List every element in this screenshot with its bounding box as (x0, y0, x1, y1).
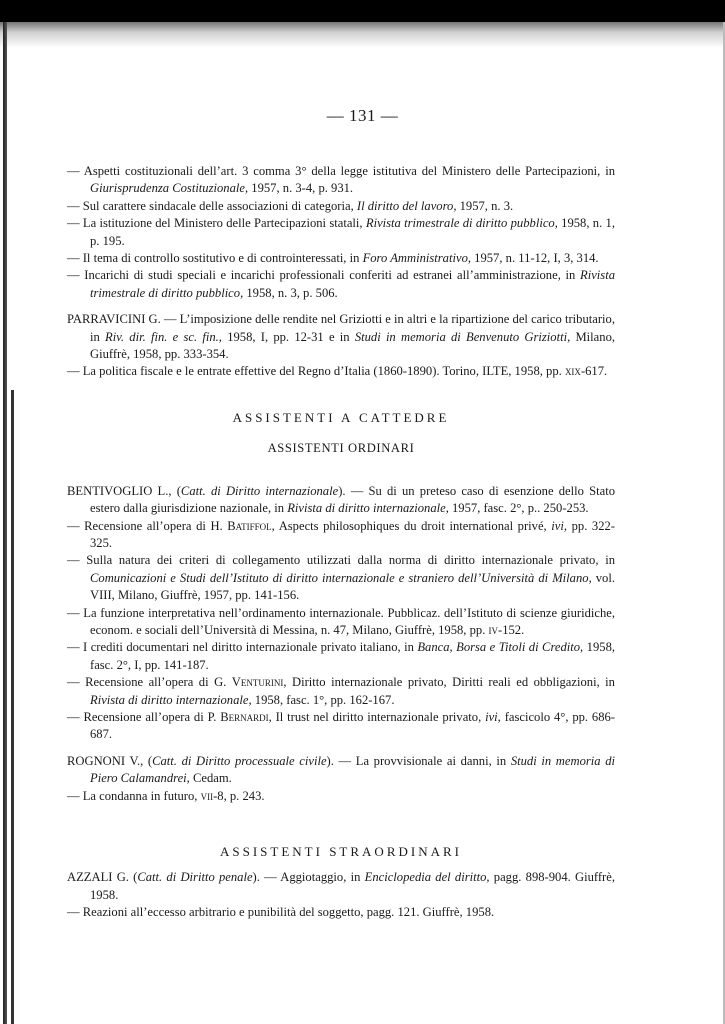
entry-text: xix (564, 364, 581, 379)
page-number: — 131 — (326, 106, 399, 125)
bibliography-entry (67, 639, 615, 674)
bibliography-entry (67, 250, 615, 267)
entry-text: ROGNONI V., ( (67, 753, 153, 768)
italic-title: Comunicazioni e Studi dell’Istituto di diritto internazionale e straniero dell’Università di Milano, (90, 570, 592, 585)
italic-title: Banca, Borsa e Titoli di Credito, (417, 640, 584, 655)
entry-text: Cedam. (189, 771, 232, 786)
entry-text: — Reazioni all’eccesso arbitrario e punibilità del soggetto, pagg. 121. Giuffrè, 1958. (67, 905, 495, 920)
section-heading: ASSISTENTI STRAORDINARI (220, 844, 462, 859)
bibliography-entry (67, 674, 615, 709)
italic-title: Catt. di Diritto internazionale (180, 483, 339, 498)
bibliography-entry (67, 709, 615, 744)
entry-text: iv (488, 622, 498, 637)
entry-text: 1958, n. 3, p. 506. (243, 285, 338, 300)
italic-title: Riv. dir. fin. e sc. fin., (105, 329, 222, 344)
section-subheading: ASSISTENTI ORDINARI (267, 441, 415, 456)
entry-text: ). — Su di un preteso caso di esenzione dello Stato estero dalla giurisdizione nazionale, in (90, 483, 615, 516)
italic-title: Studi in memoria di Benvenuto Griziotti, (354, 329, 571, 344)
bibliography-entry (67, 518, 615, 553)
italic-title: Rivista trimestrale di diritto pubblico, (365, 216, 558, 231)
entry-text: fascicolo 4°, pp. 686-687. (90, 709, 616, 742)
bibliography-entry (67, 363, 615, 380)
entry-text: ). — La provvisionale ai danni, in (326, 753, 511, 768)
entry-text: pp. 322-325. (90, 518, 615, 550)
bibliography-group (67, 483, 615, 744)
entry-text: — Recensione all’opera di P. (67, 709, 221, 724)
entry-text: , Aspects philosophiques du droit international privé, (271, 518, 552, 533)
bibliography-entry (67, 267, 615, 302)
bibliography-group (67, 869, 615, 921)
bibliography-entry (67, 904, 615, 921)
bibliography-entry (67, 788, 615, 805)
entry-text: 1957, n. 3-4, p. 931. (248, 181, 354, 196)
entry-text: 1958, I, pp. 12-31 e in (221, 329, 355, 344)
bibliography-group (67, 311, 615, 381)
entry-text: 1958, fasc. 2°, I, pp. 141-187. (90, 640, 616, 672)
entry-text: vol. VIII, Milano, Giuffrè, 1957, pp. 141-156. (90, 570, 616, 603)
bibliography-entry (67, 552, 615, 604)
entry-text: AZZALI G. ( (67, 870, 138, 885)
entry-text: — La funzione interpretativa nell’ordinamento internazionale. Pubblicaz. dell’Istituto di scienze giuridiche, econom. e sociali dell’Università di Messina, n. 47, Milano, Giuffrè, 1958, pp. (67, 605, 615, 637)
entry-text: -152. (498, 622, 525, 637)
entry-text: 1957, n. 3. (456, 198, 514, 213)
entry-text: — I crediti documentari nel diritto internazionale privato italiano, in (67, 640, 418, 655)
bibliography-entry (67, 869, 615, 904)
scan-left-edge (3, 22, 7, 1024)
bibliography-entry (67, 311, 615, 363)
entry-text: — Sul carattere sindacale delle associazioni di categoria, (67, 198, 357, 213)
entry-text: — La condanna in futuro, (67, 788, 201, 803)
scan-noise (0, 22, 725, 48)
entry-text: , Il trust nel diritto internazionale privato, (268, 709, 486, 724)
italic-title: Rivista trimestrale di diritto pubblico, (90, 268, 615, 300)
document-body (67, 163, 615, 922)
italic-title: Catt. di Diritto penale (137, 870, 253, 885)
bibliography-entry (67, 215, 615, 250)
entry-text: — Sulla natura dei criteri di collegamento utilizzati dalla norma di diritto internazionale privato, in (67, 553, 615, 568)
entry-text: Bernardi (220, 709, 269, 724)
italic-title: Foro Amministrativo, (362, 251, 472, 266)
bibliography-group (67, 753, 615, 805)
scan-binding-shadow (11, 390, 14, 1024)
entry-text: — Recensione all’opera di H. (67, 518, 228, 533)
italic-title: Catt. di Diritto processuale civile (152, 753, 327, 768)
italic-title: Enciclopedia del diritto, (364, 870, 490, 885)
entry-text: Batiffol (227, 518, 272, 533)
entry-text: pagg. 898-904. Giuffrè, 1958. (90, 870, 615, 902)
entry-text: — Aspetti costituzionali dell’art. 3 comma 3° della legge istitutiva del Ministero delle Partecipazioni, in (67, 164, 615, 178)
entry-text: 1958, fasc. 1°, pp. 162-167. (251, 692, 395, 707)
entry-text: — Recensione all’opera di G. (67, 675, 232, 690)
scan-top-border (0, 0, 725, 22)
entry-text: — Il tema di controllo sostitutivo e di controinteressati, in (67, 251, 363, 266)
section-heading: ASSISTENTI A CATTEDRE (232, 409, 450, 425)
italic-title: ivi, (551, 518, 568, 533)
bibliography-entry (67, 483, 615, 518)
entry-text: — La istituzione del Ministero delle Partecipazioni statali, (67, 216, 366, 231)
entry-text: BENTIVOGLIO L., ( (67, 483, 181, 498)
entry-text: — Incarichi di studi speciali e incarichi professionali conferiti ad estranei all’amministrazione, in (67, 268, 581, 283)
bibliography-entry (67, 163, 615, 198)
entry-text: -617. (580, 364, 608, 379)
italic-title: Giurisprudenza Costituzionale, (90, 181, 249, 196)
italic-title: Rivista di diritto internazionale, (287, 501, 449, 516)
italic-title: ivi, (485, 709, 501, 724)
entry-text: PARRAVICINI G. — L’imposizione delle rendite nel Griziotti e in altri e la ripartizione del carico tributario, in (67, 312, 615, 344)
entry-text: Milano, Giuffrè, 1958, pp. 333-354. (90, 329, 616, 362)
entry-text: — La politica fiscale e le entrate effettive del Regno d’Italia (1860-1890). Torino, ILTE, 1958, pp. (67, 364, 565, 379)
italic-title: Il diritto del lavoro, (356, 198, 457, 213)
entry-text: ). — Aggiotaggio, in (252, 870, 365, 885)
italic-title: Rivista di diritto internazionale, (90, 692, 252, 707)
entry-text: Venturini (231, 675, 284, 690)
entry-text: , Diritto internazionale privato, Diritti reali ed obbligazioni, in (283, 675, 615, 690)
entry-text: vii (200, 788, 214, 803)
bibliography-entry (67, 198, 615, 215)
italic-title: Studi in memoria di Piero Calamandrei, (90, 753, 616, 786)
entry-text: 1957, n. 11-12, I, 3, 314. (471, 251, 599, 266)
entry-text: 1957, fasc. 2°, p.. 250-253. (448, 501, 589, 516)
bibliography-group (67, 163, 615, 302)
entry-text: -8, p. 243. (213, 788, 265, 803)
bibliography-entry (67, 753, 615, 788)
bibliography-entry (67, 605, 615, 640)
entry-text: 1958, n. 1, p. 195. (90, 216, 615, 248)
